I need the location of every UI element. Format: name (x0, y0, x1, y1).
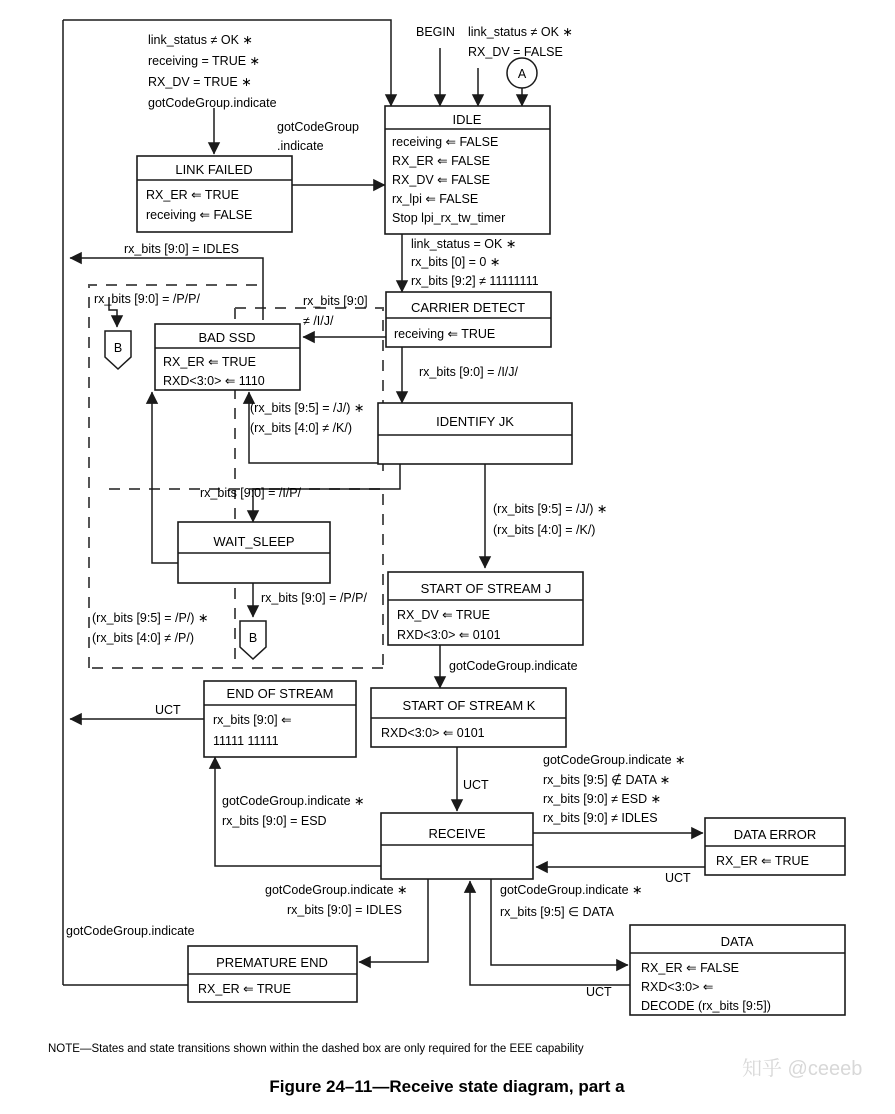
carrier-detect-title: CARRIER DETECT (410, 300, 526, 315)
label-lf-to-idle-1: .indicate (277, 139, 324, 153)
label-lf-to-idle-0: gotCodeGroup (277, 120, 360, 134)
data-line-1: RXD<3:0> ⇐ (641, 980, 714, 994)
watermark: 知乎 @ceeeb (742, 1058, 863, 1080)
bad-ssd-line-0: RX_ER ⇐ TRUE (163, 355, 256, 369)
label-wait-sleep-to-b: rx_bits [9:0] = /P/P/ (261, 591, 367, 605)
link-failed-line-1: receiving ⇐ FALSE (146, 208, 253, 222)
state-box-receive (381, 813, 533, 879)
link-failed-title: LINK FAILED (175, 162, 253, 177)
label-wait-sleep-to-badssd-1: (rx_bits [4:0] ≠ /P/) (92, 631, 195, 645)
label-carrier-to-identify: rx_bits [9:0] = /I/J/ (419, 365, 518, 379)
eos-line-1: 11111 11111 (213, 734, 279, 748)
state-box-premature-end (188, 946, 357, 1002)
premature-end-title: PREMATURE END (216, 955, 328, 970)
label-badssd-to-idle: rx_bits [9:0] = IDLES (124, 242, 239, 256)
receive-title: RECEIVE (428, 826, 486, 841)
eos-title: END OF STREAM (226, 686, 334, 701)
connector-b-top-label: B (113, 341, 123, 355)
label-carrier-to-badssd-0: rx_bits [9:0] (303, 294, 368, 308)
state-box-data (630, 925, 845, 1015)
label-begin: BEGIN (416, 25, 455, 39)
label-sosj-to-sosk: gotCodeGroup.indicate (449, 659, 578, 673)
sosj-title: START OF STREAM J (420, 581, 552, 596)
label-receive-to-premature-0: gotCodeGroup.indicate ∗ (265, 883, 408, 897)
label-idle-to-carrier-2: rx_bits [9:2] ≠ 11111111 (411, 274, 539, 288)
data-error-title: DATA ERROR (733, 827, 817, 842)
label-idle-entry-a-0: link_status ≠ OK ∗ (468, 25, 573, 39)
sosk-title: START OF STREAM K (402, 698, 536, 713)
sosj-line-0: RX_DV ⇐ TRUE (397, 608, 490, 622)
label-premature-to-idle: gotCodeGroup.indicate (66, 924, 195, 938)
sosj-line-1: RXD<3:0> ⇐ 0101 (397, 628, 501, 642)
label-carrier-to-badssd-1: ≠ /I/J/ (303, 314, 334, 328)
connector-a-label: A (517, 67, 527, 81)
identify-jk-title: IDENTIFY JK (436, 414, 514, 429)
label-receive-to-data-error-1: rx_bits [9:5] ∉ DATA ∗ (543, 773, 671, 787)
label-receive-to-data-error-2: rx_bits [9:0] ≠ ESD ∗ (543, 792, 662, 806)
data-line-0: RX_ER ⇐ FALSE (641, 961, 740, 975)
connector-b-top (105, 331, 131, 369)
sosk-line-0: RXD<3:0> ⇐ 0101 (381, 726, 485, 740)
label-data-uct: UCT (586, 985, 612, 999)
state-box-end-of-stream (204, 681, 356, 757)
idle-title: IDLE (452, 112, 482, 127)
idle-line-1: RX_ER ⇐ FALSE (392, 154, 491, 168)
label-idle-to-carrier-1: rx_bits [0] = 0 ∗ (411, 255, 501, 269)
bad-ssd-title: BAD SSD (198, 330, 256, 345)
link-failed-line-0: RX_ER ⇐ TRUE (146, 188, 239, 202)
connector-a (507, 58, 537, 88)
state-box-data-error (705, 818, 845, 875)
idle-line-2: RX_DV ⇐ FALSE (392, 173, 491, 187)
figure-caption: Figure 24–11—Receive state diagram, part a (269, 1077, 625, 1096)
state-box-wait-sleep (178, 522, 330, 583)
label-receive-to-data-0: gotCodeGroup.indicate ∗ (500, 883, 643, 897)
label-to-link-failed-2: RX_DV = TRUE ∗ (148, 75, 252, 89)
wait-sleep-title: WAIT_SLEEP (213, 534, 295, 549)
label-data-error-uct: UCT (665, 871, 691, 885)
label-receive-to-eos-0: gotCodeGroup.indicate ∗ (222, 794, 365, 808)
label-receive-to-data-1: rx_bits [9:5] ∈ DATA (500, 905, 614, 919)
state-box-identify-jk (378, 403, 572, 464)
label-identify-to-sosj-1: (rx_bits [4:0] = /K/) (493, 523, 596, 537)
label-wait-sleep-to-badssd-0: (rx_bits [9:5] = /P/) ∗ (92, 611, 209, 625)
label-identify-to-sosj-0: (rx_bits [9:5] = /J/) ∗ (493, 502, 608, 516)
connector-b-bottom (240, 621, 266, 659)
label-receive-to-premature-1: rx_bits [9:0] = IDLES (287, 903, 402, 917)
carrier-detect-line-0: receiving ⇐ TRUE (394, 327, 496, 341)
label-receive-to-data-error-3: rx_bits [9:0] ≠ IDLES (543, 811, 658, 825)
label-to-link-failed-1: receiving = TRUE ∗ (148, 54, 261, 68)
idle-line-0: receiving ⇐ FALSE (392, 135, 499, 149)
data-error-line-0: RX_ER ⇐ TRUE (716, 854, 809, 868)
label-idle-to-carrier-0: link_status = OK ∗ (411, 237, 517, 251)
state-box-link-failed (137, 156, 292, 232)
label-pp-to-b: rx_bits [9:0] = /P/P/ (94, 292, 200, 306)
state-box-idle (385, 106, 550, 234)
state-box-start-of-stream-j (388, 572, 583, 645)
idle-line-4: Stop lpi_rx_tw_timer (392, 211, 506, 225)
label-eos-uct: UCT (155, 703, 181, 717)
label-idle-entry-a-1: RX_DV = FALSE (468, 45, 563, 59)
label-identify-to-badssd-1: (rx_bits [4:0] ≠ /K/) (250, 421, 353, 435)
label-receive-to-data-error-0: gotCodeGroup.indicate ∗ (543, 753, 686, 767)
label-sosk-to-receive: UCT (463, 778, 489, 792)
premature-end-line-0: RX_ER ⇐ TRUE (198, 982, 291, 996)
data-line-2: DECODE (rx_bits [9:5]) (641, 999, 771, 1013)
eos-line-0: rx_bits [9:0] ⇐ (213, 713, 292, 727)
label-to-link-failed-0: link_status ≠ OK ∗ (148, 33, 253, 47)
bad-ssd-line-1: RXD<3:0> ⇐ 1110 (163, 374, 265, 388)
figure-note: NOTE—States and state transitions shown within the dashed box are only required for the EEE capability (48, 1043, 584, 1055)
label-receive-to-eos-1: rx_bits [9:0] = ESD (222, 814, 327, 828)
connector-b-bottom-label: B (248, 631, 258, 645)
data-title: DATA (720, 934, 754, 949)
idle-line-3: rx_lpi ⇐ FALSE (392, 192, 479, 206)
state-box-carrier-detect (386, 292, 551, 347)
state-box-start-of-stream-k (371, 688, 566, 747)
state-box-bad-ssd (155, 324, 300, 390)
label-identify-to-badssd-0: (rx_bits [9:5] = /J/) ∗ (250, 401, 365, 415)
label-to-link-failed-3: gotCodeGroup.indicate (148, 96, 277, 110)
label-identify-to-wait-sleep: rx_bits [9:0] = /I/P/ (200, 486, 302, 500)
